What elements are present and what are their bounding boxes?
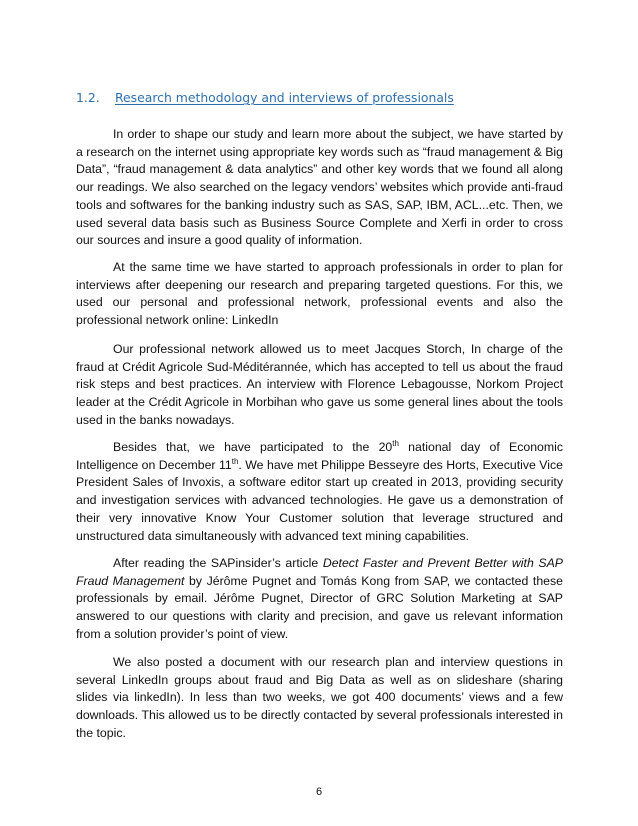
section-number: 1.2. bbox=[76, 90, 100, 105]
p4-text-c: . We have met Philippe Besseyre des Horts, Executive Vice President Sales of Invoxis, a software editor start up created in 2013, providing security and investigation services with advanced technologies. He gave us a demonstration of their very innovative Know Your Customer solution that leverage structured and unstructured data simultaneously with advanced text mining capabilities. bbox=[76, 457, 563, 543]
p5-text-a: After reading the SAPinsider’s article bbox=[113, 556, 323, 570]
page-number: 6 bbox=[315, 786, 323, 798]
paragraph-sapinsider-article bbox=[76, 555, 563, 644]
p4-text-b: national day of Economic Intelligence on December 11 bbox=[76, 440, 563, 472]
section-title: Research methodology and interviews of professionals bbox=[115, 90, 454, 105]
article-title: Detect Faster and Prevent Better with SAP Fraud Management bbox=[76, 556, 563, 588]
paragraph-professional-outreach: At the same time we have started to approach professionals in order to plan for interviews after deepening our research and preparing targeted questions. For this, we used our personal and professional network, professional events and also the professional network online: LinkedIn bbox=[76, 260, 563, 328]
paragraph-professional-network: Our professional network allowed us to meet Jacques Storch, In charge of the fraud at Crédit Agricole Sud-Méditérannée, which has accepted to tell us about the fraud risk steps and best practices. An interview with Florence Lebagousse, Norkom Project leader at the Crédit Agricole in Morbihan who gave us some general lines about the tools used in the banks nowadays. bbox=[76, 342, 563, 427]
p4-superscript-1: th bbox=[392, 439, 399, 448]
paragraph-economic-intelligence-day bbox=[76, 439, 563, 545]
p4-text-a: Besides that, we have participated to the 20 bbox=[113, 440, 393, 454]
p4-superscript-2: th bbox=[231, 456, 239, 466]
paragraph-linkedin-posting: We also posted a document with our research plan and interview questions in several LinkedIn groups about fraud and Big Data as well as on slideshare (sharing slides via linkedIn). In less than two weeks, we got 400 documents’ views and a few downloads. This allowed us to be directly contacted by several professionals interested in the topic. bbox=[76, 655, 563, 740]
paragraph-research-approach: In order to shape our study and learn more about the subject, we have started by a research on the internet using appropriate key words such as “fraud management & Big Data”, “fraud management & data analytics” and other key words that we found all along our readings. We also searched on the legacy vendors’ websites which provide anti-fraud tools and softwares for the banking industry such as SAS, SAP, IBM, ACL...etc. Then, we used several data basis such as Business Source Complete and Xerfi in order to cross our sources and insure a good quality of information. bbox=[76, 127, 563, 248]
section-heading bbox=[76, 90, 454, 105]
p5-text-b: by Jérôme Pugnet and Tomás Kong from SAP, we contacted these professionals by email. Jérôme Pugnet, Director of GRC Solution Marketing at SAP answered to our questions with clarity and precision, and gave us relevant information from a solution provider’s point of view. bbox=[76, 573, 563, 641]
